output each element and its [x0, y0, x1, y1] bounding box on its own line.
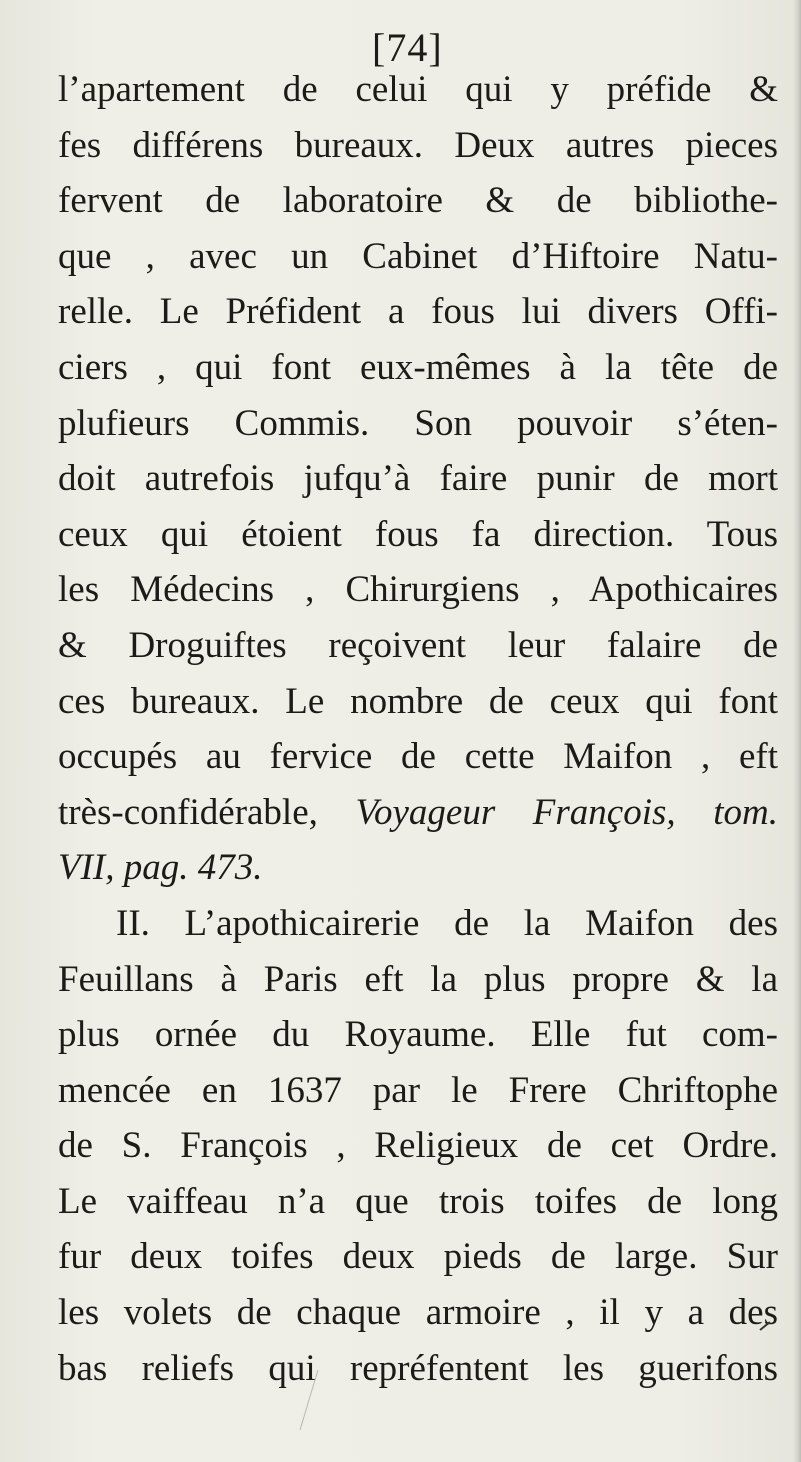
text-line: les Médecins , Chirurgiens , Apothicaires: [58, 569, 778, 611]
text-line: II. L’apothicairerie de la Maifon des: [116, 902, 778, 944]
text-line: occupés au fervice de cette Maifon , eft: [58, 736, 778, 778]
text-line: bas reliefs qui repréfentent les guerifons: [58, 1347, 778, 1389]
page-number: [74]: [372, 25, 443, 70]
text-line: les volets de chaque armoire , il y a des: [58, 1292, 778, 1334]
ink-mark: [760, 1322, 770, 1330]
citation-tome: tom.: [713, 791, 779, 833]
text-line: fes différens bureaux. Deux autres pieces: [58, 124, 778, 166]
text-line: doit autrefois jufqu’à faire punir de mort: [58, 458, 778, 500]
text-line: plufieurs Commis. Son pouvoir s’éten-: [58, 402, 778, 444]
text-line: Le vaiffeau n’a que trois toifes de long: [58, 1180, 778, 1222]
paper-crease: [300, 1370, 318, 1430]
citation-sep: ,: [666, 791, 676, 833]
text-line: relle. Le Préfident a fous lui divers Offi-: [58, 291, 778, 333]
text-line: Feuillans à Paris eft la plus propre & la: [58, 958, 778, 1000]
citation-volume: VII, pag. 473.: [58, 847, 263, 889]
text-line: ceux qui étoient fous fa direction. Tous: [58, 513, 778, 555]
text-line: mencée en 1637 par le Frere Chriftophe: [58, 1069, 778, 1111]
text-line: de S. François , Religieux de cet Ordre.: [58, 1125, 778, 1167]
citation-work-title: Voyageur François: [355, 791, 667, 833]
citation-lead: très-confidérable,: [58, 791, 318, 833]
text-line: que , avec un Cabinet d’Hiftoire Natu-: [58, 235, 778, 277]
text-line: fur deux toifes deux pieds de large. Sur: [58, 1236, 778, 1278]
text-line: fervent de laboratoire & de bibliothe-: [58, 180, 778, 222]
text-line: & Droguiftes reçoivent leur falaire de: [58, 624, 778, 666]
text-line: plus ornée du Royaume. Elle fut com-: [58, 1014, 778, 1056]
text-line: ces bureaux. Le nombre de ceux qui font: [58, 680, 778, 722]
text-line: ciers , qui font eux-mêmes à la tête de: [58, 346, 778, 388]
text-line: l’apartement de celui qui y préfide &: [58, 69, 778, 110]
